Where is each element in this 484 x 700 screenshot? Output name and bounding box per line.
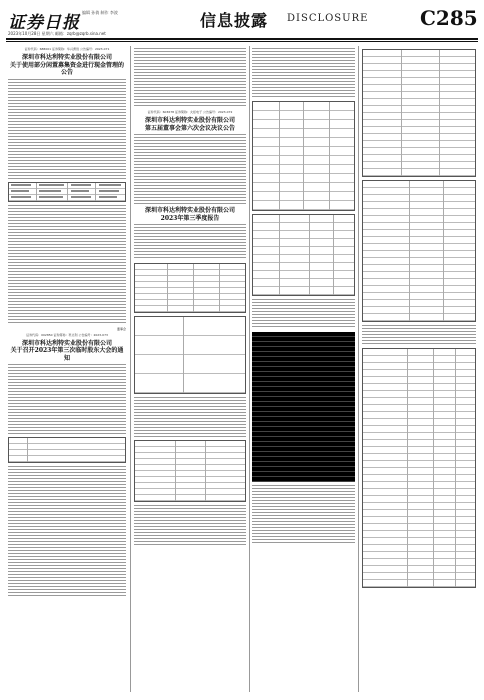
publication-info: 2023年10月28日 星期六 邮箱：zqrb@zqrb.sina.net — [8, 31, 106, 36]
column-divider — [130, 46, 131, 692]
data-table — [8, 437, 126, 463]
section-english: DISCLOSURE — [287, 13, 369, 24]
article-body — [8, 79, 126, 179]
column-divider — [249, 46, 250, 692]
column-1 — [8, 46, 126, 692]
editor-credit: 编辑 孙倩 制作 李波 — [82, 10, 118, 15]
masthead — [0, 0, 484, 42]
column-3 — [252, 46, 355, 692]
signature: 董事会 — [116, 326, 126, 331]
article-code: 证券代码：002850 证券简称：科达利 公告编号：2023-073 — [26, 332, 108, 337]
article-title: 深圳市科达利特实业股份有限公司 关于使用部分闲置募集资金进行现金管理的公告 — [9, 54, 124, 76]
data-table — [134, 316, 246, 394]
article-code: 证券代码：688001 证券简称：华兴源创 公告编号：2023-071 — [24, 47, 110, 51]
section-title: 信息披露 — [200, 11, 269, 30]
article-body — [134, 224, 246, 260]
article-body — [252, 485, 355, 545]
article-body — [8, 364, 126, 434]
article-body — [362, 325, 476, 345]
dark-data-table — [252, 332, 355, 482]
column-divider — [358, 46, 359, 692]
header-rule-thin — [6, 41, 478, 42]
article-body — [134, 134, 246, 204]
data-table — [134, 440, 246, 502]
data-table — [134, 263, 246, 313]
data-table — [362, 49, 476, 177]
article-code: 证券代码：603678 证券简称：火炬电子 公告编号：2023-072 — [147, 110, 233, 114]
newspaper-logo: 证券日报 — [8, 13, 80, 33]
article-body — [134, 397, 246, 437]
article-title: 深圳市科达利特实业股份有限公司 关于召开2023年第三次临时股东大会的通知 — [10, 339, 124, 362]
page-number: C285 — [420, 6, 478, 30]
article-body — [8, 205, 126, 325]
article-title: 深圳市科达利特实业股份有限公司 第五届董事会第六次会议决议公告 — [144, 117, 235, 132]
article-body — [8, 466, 126, 596]
article-body — [134, 48, 246, 108]
header-rule — [6, 38, 478, 40]
article-body — [252, 48, 355, 98]
article-title: 深圳市科达利特实业股份有限公司 2023年第三季度报告 — [144, 207, 235, 222]
article-body — [252, 299, 355, 329]
column-4 — [362, 46, 476, 692]
data-table — [252, 214, 355, 296]
data-table — [8, 182, 126, 202]
column-2 — [134, 46, 246, 692]
data-table — [252, 101, 355, 211]
data-table — [362, 180, 476, 322]
data-table — [362, 348, 476, 588]
article-body — [134, 505, 246, 545]
